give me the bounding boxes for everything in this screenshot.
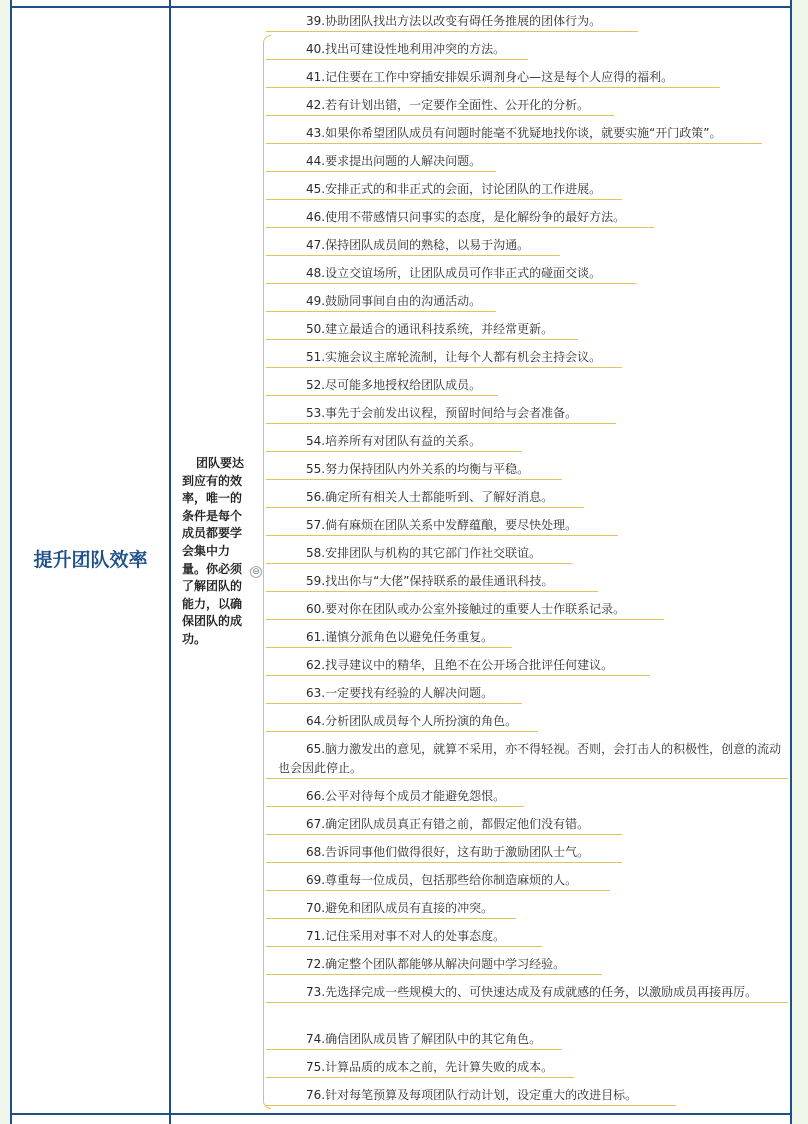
list-item[interactable]: 58.安排团队与机构的其它部门作社交联谊。 xyxy=(266,544,572,564)
list-item[interactable]: 72.确定整个团队都能够从解决问题中学习经验。 xyxy=(266,955,602,975)
list-item[interactable]: 73.先选择完成一些规模大的、可快速达成及有成就感的任务，以激励成员再接再厉。 xyxy=(266,983,788,1003)
list-item[interactable]: 46.使用不带感情只问事实的态度，是化解纷争的最好方法。 xyxy=(266,208,654,228)
list-item[interactable]: 45.安排正式的和非正式的会面，讨论团队的工作进展。 xyxy=(266,180,622,200)
list-item[interactable]: 71.记住采用对事不对人的处事态度。 xyxy=(266,927,542,947)
list-item[interactable]: 43.如果你希望团队成员有问题时能毫不犹疑地找你谈，就要实施“开门政策”。 xyxy=(266,124,762,144)
list-item[interactable]: 68.告诉同事他们做得很好，这有助于激励团队士气。 xyxy=(266,843,622,863)
main-topic: 提升团队效率 xyxy=(33,549,148,571)
list-item[interactable]: 60.要对你在团队或办公室外接触过的重要人士作联系记录。 xyxy=(266,600,664,620)
list-item[interactable]: 62.找寻建议中的精华，且绝不在公开场合批评任何建议。 xyxy=(266,656,650,676)
list-item[interactable]: 65.脑力激发出的意见，就算不采用，亦不得轻视。否则，会打击人的积极性，创意的流动也会因此停止。 xyxy=(266,740,788,779)
list-item[interactable]: 47.保持团队成员间的熟稔，以易于沟通。 xyxy=(266,236,560,256)
list-item[interactable]: 70.避免和团队成员有直接的冲突。 xyxy=(266,899,516,919)
list-item[interactable]: 64.分析团队成员每个人所扮演的角色。 xyxy=(266,712,538,732)
list-item[interactable]: 48.设立交谊场所，让团队成员可作非正式的碰面交谈。 xyxy=(266,264,636,284)
list-item[interactable]: 55.努力保持团队内外关系的均衡与平稳。 xyxy=(266,460,562,480)
list-item[interactable]: 50.建立最适合的通讯科技系统，并经常更新。 xyxy=(266,320,578,340)
list-item[interactable]: 41.记住要在工作中穿插安排娱乐调剂身心—这是每个人应得的福利。 xyxy=(266,68,720,88)
list-item[interactable]: 61.谨慎分派角色以避免任务重复。 xyxy=(266,628,512,648)
list-item[interactable]: 40.找出可建设性地利用冲突的方法。 xyxy=(266,40,528,60)
list-item[interactable]: 63.一定要找有经验的人解决问题。 xyxy=(266,684,522,704)
list-item[interactable]: 53.事先于会前发出议程，预留时间给与会者准备。 xyxy=(266,404,616,424)
list-item[interactable]: 56.确定所有相关人士都能听到、了解好消息。 xyxy=(266,488,584,508)
list-item[interactable]: 42.若有计划出错，一定要作全面性、公开化的分析。 xyxy=(266,96,614,116)
collapse-toggle-icon[interactable]: ⊖ xyxy=(250,566,262,578)
list-item[interactable]: 74.确信团队成员皆了解团队中的其它角色。 xyxy=(266,1030,562,1050)
list-item[interactable]: 57.倘有麻烦在团队关系中发酵蕴酿，要尽快处理。 xyxy=(266,516,618,536)
list-item[interactable]: 49.鼓励同事间自由的沟通活动。 xyxy=(266,292,496,312)
subtopic-node[interactable]: 团队要达到应有的效率，唯一的条件是每个成员都要学会集中力量。你必须了解团队的能力，以确保团队的成功。 xyxy=(182,456,245,646)
list-item[interactable]: 76.针对每笔预算及每项团队行动计划，设定重大的改进目标。 xyxy=(266,1086,676,1106)
list-item[interactable]: 51.实施会议主席轮流制，让每个人都有机会主持会议。 xyxy=(266,348,622,368)
list-item[interactable]: 69.尊重每一位成员，包括那些给你制造麻烦的人。 xyxy=(266,871,610,891)
list-item[interactable]: 75.计算品质的成本之前，先计算失败的成本。 xyxy=(266,1058,574,1078)
list-item[interactable]: 52.尽可能多地授权给团队成员。 xyxy=(266,376,498,396)
list-item[interactable]: 44.要求提出问题的人解决问题。 xyxy=(266,152,496,172)
list-item[interactable]: 54.培养所有对团队有益的关系。 xyxy=(266,432,522,452)
list-item[interactable]: 66.公平对待每个成员才能避免怨恨。 xyxy=(266,787,524,807)
list-item[interactable]: 67.确定团队成员真正有错之前，都假定他们没有错。 xyxy=(266,815,622,835)
list-item[interactable]: 39.协助团队找出方法以改变有碍任务推展的团体行为。 xyxy=(266,12,638,32)
list-item[interactable]: 59.找出你与“大佬”保持联系的最佳通讯科技。 xyxy=(266,572,598,592)
